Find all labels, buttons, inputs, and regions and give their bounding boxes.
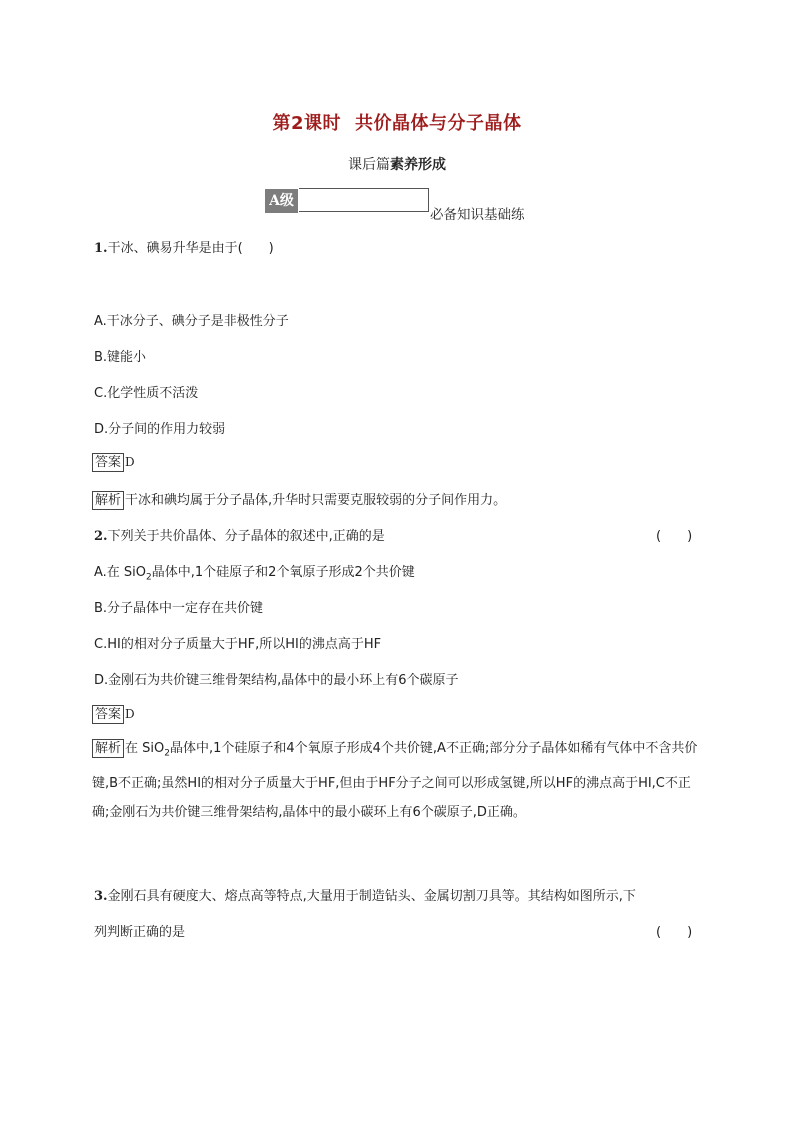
question-3: [94, 885, 636, 904]
option-a-sub: 2: [146, 572, 152, 583]
option-a-pre: A.在 SiO: [94, 565, 147, 580]
question-1-number: 1.: [94, 241, 108, 256]
level-label: 必备知识基础练: [430, 207, 525, 223]
answer-tag: 答案: [92, 453, 124, 472]
analysis-sub: 2: [164, 748, 170, 759]
page-subtitle: [0, 154, 794, 174]
question-1-option-b: B.键能小: [94, 350, 147, 365]
question-3-text-line1: 金刚石具有硬度大、熔点高等特点,大量用于制造钻头、金属切割刀具等。其结构如图所示,下: [107, 889, 636, 904]
analysis-tag: 解析: [92, 739, 124, 758]
analysis-post: 晶体中,1个硅原子和4个氧原子形成4个共价键,A不正确;部分分子晶体如稀有气体中不含共价键,B不正确;虽然HI的相对分子质量大于HF,但由于HF分子之间可以形成氢键,所以HF的沸点高于HI,C不正确;金刚石为共价键三维骨架结构,晶体中的最小碳环上有6个碳原子,D正确。: [92, 741, 698, 820]
question-2-text: 下列关于共价晶体、分子晶体的叙述中,正确的是: [107, 529, 385, 544]
question-1: [94, 237, 274, 256]
question-1-answer-value: D: [125, 455, 135, 469]
question-1-analysis-text: 干冰和碘均属于分子晶体,升华时只需要克服较弱的分子间作用力。: [125, 493, 507, 508]
level-badge: A级: [265, 189, 298, 213]
page-title: [0, 109, 794, 135]
analysis-pre: 在 SiO: [125, 741, 165, 756]
question-1-option-d: D.分子间的作用力较弱: [94, 422, 226, 437]
question-1-answer: [92, 453, 135, 472]
question-2-option-c: C.HI的相对分子质量大于HF,所以HI的沸点高于HF: [94, 637, 382, 652]
subtitle-plain: 课后篇: [348, 157, 390, 173]
question-1-option-c: C.化学性质不活泼: [94, 386, 199, 401]
lesson-title: 共价晶体与分子晶体: [355, 113, 522, 134]
lesson-label: 第2课时: [272, 113, 342, 134]
question-2-option-a: [94, 561, 415, 583]
question-2-answer: [92, 705, 135, 724]
analysis-tag: 解析: [92, 491, 124, 510]
question-3-bracket: ( ): [656, 925, 693, 940]
option-a-post: 晶体中,1个硅原子和2个氧原子形成2个共价键: [151, 565, 415, 580]
question-2-option-d: D.金刚石为共价键三维骨架结构,晶体中的最小环上有6个碳原子: [94, 673, 459, 688]
question-3-number: 3.: [94, 889, 108, 904]
question-1-text: 干冰、碘易升华是由于( ): [107, 241, 274, 256]
subtitle-bold: 素养形成: [390, 157, 446, 173]
question-1-option-a: A.干冰分子、碘分子是非极性分子: [94, 314, 289, 329]
level-box: [299, 188, 429, 212]
answer-tag: 答案: [92, 705, 124, 724]
question-2-bracket: ( ): [656, 529, 693, 544]
question-3-text-line2: 列判断正确的是: [94, 925, 186, 940]
question-2-analysis: [92, 734, 702, 827]
question-2-option-b: B.分子晶体中一定存在共价键: [94, 601, 264, 616]
question-1-analysis: [92, 489, 506, 510]
question-2-answer-value: D: [125, 707, 135, 721]
question-2-number: 2.: [94, 529, 108, 544]
question-2: [94, 525, 385, 544]
